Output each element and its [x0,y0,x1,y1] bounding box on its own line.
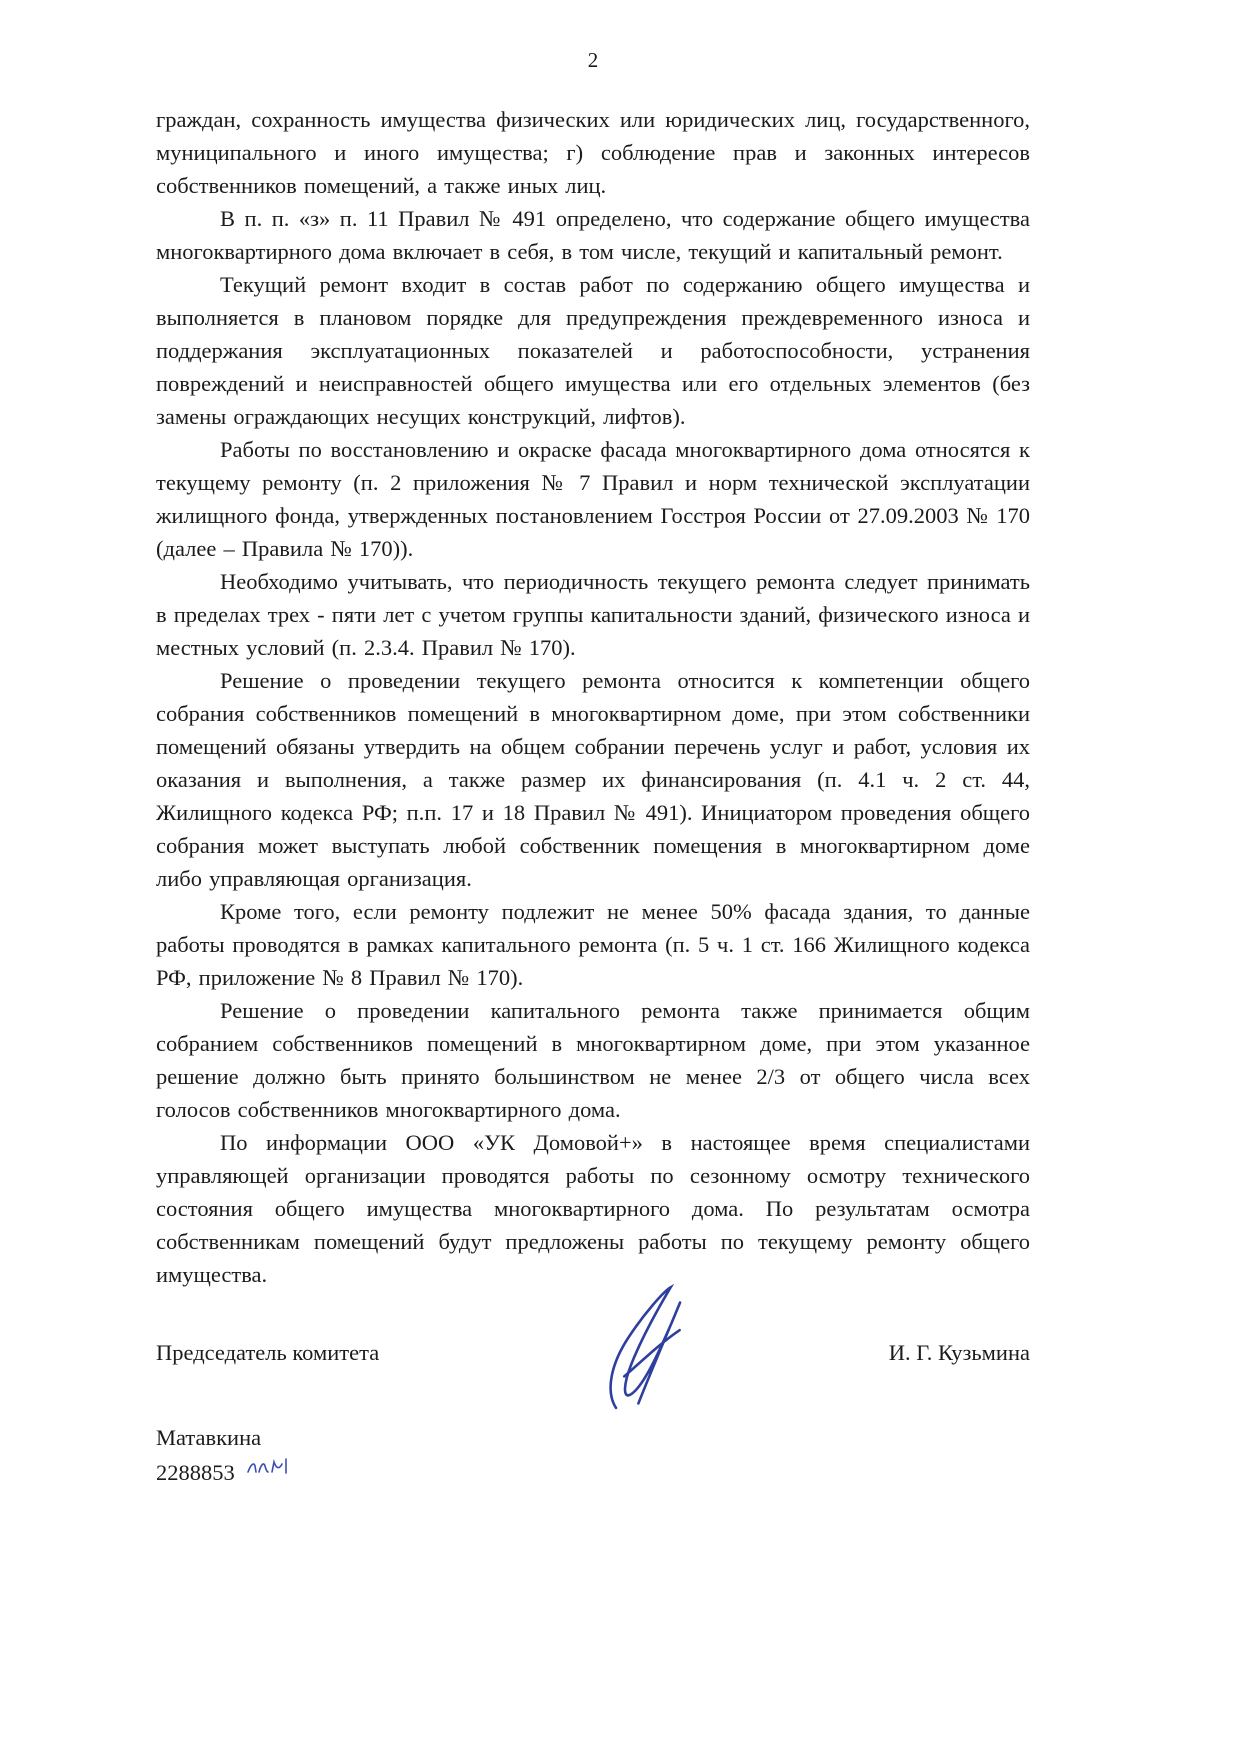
executor-block [156,1422,291,1489]
executor-name: Матавкина [156,1425,262,1450]
signer-position-title: Председатель комитета [156,1340,380,1365]
paragraph: Текущий ремонт входит в состав работ по содержанию общего имущества и выполняется в плановом порядке для предупреждения преждевременного износа и поддержания эксплуатационных показателей и работоспособности, устранения повреждений и неисправностей общего имущества или его отдельных элементов (без замены ограждающих несущих конструкций, лифтов). [156,272,1030,429]
signer-name: И. Г. Кузьмина [888,1340,1030,1365]
page-number: 2 [587,48,599,72]
document-content [156,48,1030,1291]
paragraph: Решение о проведении текущего ремонта относится к компетенции общего собрания собственников помещений в многоквартирном доме, при этом собственники помещений обязаны утвердить на общем собрании перечень услуг и работ, условия их оказания и выполнения, а также размер их финансирования (п. 4.1 ч. 2 ст. 44, Жилищного кодекса РФ; п.п. 17 и 18 Правил № 491). Инициатором проведения общего собрания может выступать любой собственник помещения в многоквартирном доме либо управляющая организация. [156,668,1030,891]
paragraph: Кроме того, если ремонту подлежит не менее 50% фасада здания, то данные работы проводятся в рамках капитального ремонта (п. 5 ч. 1 ст. 166 Жилищного кодекса РФ, приложение № 8 Правил № 170). [156,899,1030,990]
paragraph: Необходимо учитывать, что периодичность текущего ремонта следует принимать в пределах трех - пяти лет с учетом группы капитальности зданий, физического износа и местных условий (п. 2.3.4. Правил № 170). [156,569,1030,660]
executor-phone: 2288853 [156,1460,235,1485]
paragraph: Работы по восстановлению и окраске фасада многоквартирного дома относятся к текущему ремонту (п. 2 приложения № 7 Правил и норм технической эксплуатации жилищного фонда, утвержденных постановлением Госстроя России от 27.09.2003 № 170 (далее – Правила № 170)). [156,437,1030,561]
executor-phone-line [156,1454,291,1489]
body-text [156,103,1030,1291]
paragraph: По информации ООО «УК Домовой+» в настоящее время специалистами управляющей организации проводятся работы по сезонному осмотру технического состояния общего имущества многоквартирного дома. По результатам осмотра собственникам помещений будут предложены работы по текущему ремонту общего имущества. [156,1130,1030,1287]
signature-row [156,1340,1030,1366]
paragraph: В п. п. «з» п. 11 Правил № 491 определено, что содержание общего имущества многоквартирного дома включает в себя, в том числе, текущий и капитальный ремонт. [156,206,1030,264]
paragraph: граждан, сохранность имущества физических или юридических лиц, государственного, муниципального и иного имущества; г) соблюдение прав и законных интересов собственников помещений, а также иных лиц. [156,107,1030,198]
paragraph: Решение о проведении капитального ремонта также принимается общим собранием собственников помещений в многоквартирном доме, при этом указанное решение должно быть принято большинством не менее 2/3 от общего числа всех голосов собственников многоквартирного дома. [156,998,1030,1122]
handwritten-initials-mark [245,1454,291,1487]
